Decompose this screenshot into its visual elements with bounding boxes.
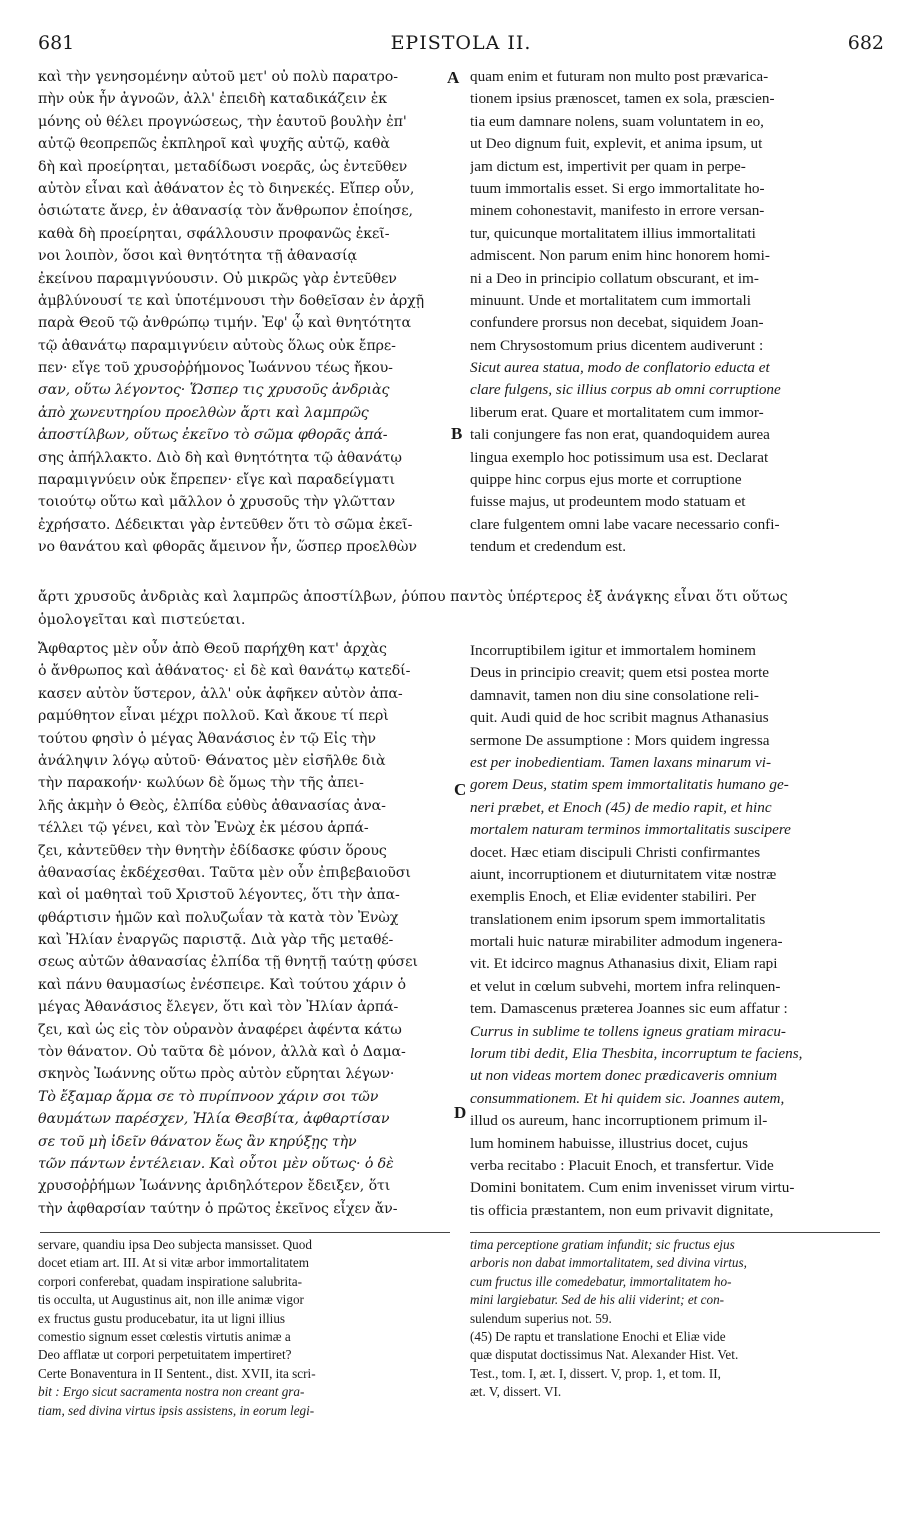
text-line: παρὰ Θεοῦ τῷ ἀνθρώπῳ τιμήν. Ἐφ' ᾧ καὶ θνητότητα xyxy=(38,315,411,332)
text-line: φθάρτισιν ἡμῶν καὶ πολυζωΐαν τὰ κατὰ τὸν Ἐνὼχ xyxy=(38,909,399,926)
text-line: σκηνὸς Ἰωάννης οὕτω πρὸς αὐτὸν εὔρηται λέγων· xyxy=(38,1066,395,1083)
text-line: Currus in sublime te tollens igneus gratiam miracu- xyxy=(470,1022,786,1040)
text-line: exemplis Enoch, et Eliæ evidenter stabiliri. Per xyxy=(470,888,756,906)
text-line: τὸν θάνατον. Οὐ ταῦτα δὲ μόνον, ἀλλὰ καὶ ὁ Δαμα- xyxy=(38,1044,406,1061)
text-line: μόνης οὐ θέλει προγνώσεως, τὴν ἑαυτοῦ βουλὴν ἐπ' xyxy=(38,113,407,130)
text-line: ἀποστίλβων, οὕτως ἐκεῖνο τὸ σῶμα φθορᾶς ἀπά- xyxy=(38,427,388,444)
text-line: lorum tibi dedit, Elia Thesbita, incorruptum te faciens, xyxy=(470,1045,803,1063)
text-line: Incorruptibilem igitur et immortalem hominem xyxy=(470,642,756,659)
text-line: αὐτὸν εἶναι καὶ ἀθάνατον ἐς τὸ διηνεκές. Εἴπερ οὖν, xyxy=(38,180,415,197)
text-line: ἐκείνου παραμιγνύουσιν. Οὐ μικρῶς γὰρ ἐντεῦθεν xyxy=(38,270,397,287)
text-line: τὴν ἀφθαρσίαν ταύτην ὁ πρῶτος ἐκεῖνος εἶχεν ἄν- xyxy=(38,1200,398,1217)
footnotes-right xyxy=(470,1236,882,1402)
text-line: cum fructus ille comedebatur, immortalitatem ho- xyxy=(470,1273,732,1289)
text-line: Certe Bonaventura in II Sentent., dist. XVII, ita scri- xyxy=(38,1365,316,1381)
text-line: arboris non dabat immortalitatem, sed divina virtus, xyxy=(470,1255,747,1271)
text-line: damnavit, tamen non diu sine consolatione reli- xyxy=(470,686,759,704)
text-line: νοι λοιπὸν, ὅσοι καὶ θνητότητα τῇ ἀθανασίᾳ xyxy=(38,248,357,265)
text-line: vit. Et idcirco magnus Athanasius dixit, Eliam rapi xyxy=(470,955,778,973)
text-line: corpori conferebat, quadam inspiratione salubrita- xyxy=(38,1273,303,1289)
text-line: clare fulgentem omni labe vacare necessario confi- xyxy=(470,515,780,533)
text-line: ἀνάληψιν λόγῳ αὐτοῦ· Θάνατος μὲν εἰσῆλθε διὰ xyxy=(38,752,386,769)
text-line: aiunt, incorruptionem et diuturnitatem vitæ nostræ xyxy=(470,865,777,883)
text-line: ὁσιώτατε ἄνερ, ἐν ἀθανασίᾳ τὸν ἄνθρωπον ἐποίησε, xyxy=(38,203,413,220)
text-line: ut Deo dignum fuit, explevit, et anima ipsum, ut xyxy=(470,135,763,153)
text-line: æt. V, dissert. VI. xyxy=(470,1384,562,1400)
text-line: τούτου φησὶν ὁ μέγας Ἀθανάσιος ἐν τῷ Εἰς τὴν xyxy=(38,730,376,747)
text-line: ἐχρήσατο. Δέδεικται γὰρ ἐντεῦθεν ὅτι τὸ σῶμα ἐκεῖ- xyxy=(38,516,413,533)
notes-divider-left xyxy=(40,1232,450,1233)
greek-full-width-line: ἄρτι χρυσοῦς ἀνδριὰς καὶ λαμπρῶς ἀποστίλβων, ῥύπου παντὸς ὑπέρτερος ἐξ ἀνάγκης εἶναι ὅτι οὕτως xyxy=(38,589,788,605)
text-line: tali conjungere fas non erat, quandoquidem aurea xyxy=(470,426,770,444)
text-line: ni a Deo in principio collatum obscurant, et im- xyxy=(470,269,759,287)
text-line: σης ἀπήλλακτο. Διὸ δὴ καὶ θνητότητα τῷ ἀθανάτῳ xyxy=(38,449,402,466)
text-line: τέλλει τῷ γένει, καὶ τὸν Ἐνὼχ ἐκ μέσου ἁρπά- xyxy=(38,820,369,837)
text-line: ἀθανασίας ἐκδέχεσθαι. Ταῦτα μὲν οὖν ἐπιβεβαιοῦσι xyxy=(38,864,411,881)
text-line: jam dictum est, impertivit per quam in perpe- xyxy=(470,157,746,175)
text-line: minuunt. Unde et mortalitatem cum immortali xyxy=(470,291,751,309)
text-line: et velut in cœlum subvehi, mortem infra relinquen- xyxy=(470,977,781,995)
text-line: ραμύθητον εἶναι μέχρι πολλοῦ. Καὶ ἄκουε τί περὶ xyxy=(38,708,389,725)
greek-column-bottom xyxy=(38,638,448,1220)
text-line: tendum et credendum est. xyxy=(470,538,627,556)
text-line: tur, quicunque mortalitatem illius immortalitati xyxy=(470,224,756,242)
text-line: nem Chrysostomum prius dicentem audiverunt : xyxy=(470,336,764,354)
text-line: fuisse majus, ut prodeuntem modo statuam et xyxy=(470,493,746,511)
text-line: ζει, κἀντεῦθεν τὴν θνητὴν ἐδίδασκε φύσιν ὅρους xyxy=(38,842,387,859)
margin-marker-b: B xyxy=(451,424,463,443)
margin-marker-d: D xyxy=(454,1103,467,1122)
text-line: tima perceptione gratiam infundit; sic fructus ejus xyxy=(470,1237,735,1252)
text-line: πὴν οὐκ ἦν ἀγνοῶν, ἀλλ' ἐπειδὴ καταδικάζειν ἐκ xyxy=(38,91,388,108)
text-line: tionem ipsius prænoscet, tamen ex sola, præscien- xyxy=(470,90,775,108)
text-line: est per inobedientiam. Tamen laxans minarum vi- xyxy=(470,753,772,771)
text-line: καθὰ δὴ προείρηται, σφάλλουσιν προφανῶς ἐκεῖ- xyxy=(38,225,390,242)
text-line: quippe hinc corpus ejus morte et corruptione xyxy=(470,471,742,489)
text-line: λῆς ἀκμὴν ὁ Θεὸς, ἐλπίδα εὐθὺς ἀθανασίας ἀνα- xyxy=(38,797,386,814)
page-header xyxy=(38,32,884,58)
text-line: σαν, οὕτω λέγοντος· Ὥσπερ τις χρυσοῦς ἀνδριὰς xyxy=(38,382,390,399)
text-line: τῷ ἀθανάτῳ παραμιγνύειν αὐτοὺς ὅλως οὐκ ἔπρε- xyxy=(38,337,396,354)
text-line: Ἄφθαρτος μὲν οὖν ἀπὸ Θεοῦ παρήχθη κατ' ἀρχὰς xyxy=(38,641,387,657)
text-line: tia eum damnare nolens, suam voluntatem in eo, xyxy=(470,112,764,130)
text-line: Domini bonitatem. Cum enim invenisset virum virtu- xyxy=(470,1179,795,1197)
text-line: τοιούτῳ οὕτω καὶ μᾶλλον ὁ χρυσοῦς τὴν γλῶτταν xyxy=(38,494,395,511)
text-line: consummationem. Et hi quidem sic. Joannes autem, xyxy=(470,1089,785,1107)
text-line: quit. Audi quid de hoc scribit magnus Athanasius xyxy=(470,709,769,727)
text-line: quæ disputat doctissimus Nat. Alexander Hist. Vet. xyxy=(470,1347,739,1363)
text-line: ἀπὸ χωνευτηρίου προελθὼν ἄρτι καὶ λαμπρῶς xyxy=(38,404,369,421)
text-line: verba recitabo : Placuit Enoch, et transfertur. Vide xyxy=(470,1156,774,1174)
text-line: χρυσοῤῥήμων Ἰωάννης ἀριδηλότερον ἔδειξεν, ὅτι xyxy=(38,1178,391,1195)
text-line: tis officia præstantem, non eum privavit dignitate, xyxy=(470,1201,774,1219)
text-line: illud os aureum, hanc incorruptionem primum il- xyxy=(470,1112,768,1130)
greek-column-top xyxy=(38,66,448,559)
text-line: bit : Ergo sicut sacramenta nostra non creant gra- xyxy=(38,1384,305,1400)
text-line: καὶ πάνυ θαυμασίως ἐνέσπειρε. Καὶ τούτου χάριν ὁ xyxy=(38,976,406,993)
page-number-right: 682 xyxy=(847,32,884,54)
text-line: tuum immortalis esset. Si ergo immortalitate ho- xyxy=(470,179,765,197)
text-line: tiam, sed divina virtus ipsis assistens, in eorum legi- xyxy=(38,1402,315,1418)
text-line: σε τοῦ μὴ ἰδεῖν θάνατον ἕως ἂν κηρύξῃς τὴν xyxy=(38,1133,357,1150)
text-line: Sicut aurea statua, modo de conflatorio educta et xyxy=(470,359,770,377)
text-line: τὴν παρακοήν· κωλύων δὲ ὅμως τὴν τῆς ἀπει- xyxy=(38,775,364,792)
text-line: ζει, καὶ ὡς εἰς τὸν οὐρανὸν ἀναφέρει ἀφέντα κάτω xyxy=(38,1021,402,1038)
text-line: (45) De raptu et translatione Enochi et Eliæ vide xyxy=(470,1328,726,1344)
text-line: confundere prorsus non decebat, siquidem Joan- xyxy=(470,314,764,332)
footnotes-left xyxy=(38,1236,450,1420)
text-line: mortali huic naturæ mirabiliter admodum ingenera- xyxy=(470,933,783,951)
text-line: gorem Deus, statim spem immortalitatis humano ge- xyxy=(470,776,789,794)
text-line: καὶ Ἠλίαν ἐναργῶς παριστᾷ. Διὰ γὰρ τῆς μεταθέ- xyxy=(38,932,394,949)
text-line: μέγας Ἀθανάσιος ἔλεγεν, ὅτι καὶ τὸν Ἠλίαν ἁρπά- xyxy=(38,999,399,1016)
text-line: liberum erat. Quare et mortalitatem cum immor- xyxy=(470,403,764,421)
text-line: comestio signum esset cœlestis virtutis animæ a xyxy=(38,1328,291,1344)
text-line: tis occulta, ut Augustinus ait, non ille animæ vigor xyxy=(38,1292,304,1308)
text-line: mortalem naturam terminos immortalitatis suscipere xyxy=(470,821,791,839)
text-line: καὶ τὴν γενησομένην αὐτοῦ μετ' οὐ πολὺ παρατρο- xyxy=(38,69,398,85)
text-line: tem. Damascenus præterea Joannes sic eum affatur : xyxy=(470,1000,788,1018)
text-line: mini largiebatur. Sed de his alii viderint; et con- xyxy=(470,1292,725,1308)
text-line: sulendum superius not. 59. xyxy=(470,1310,612,1326)
text-line: Deo afflatæ ut corpori perpetuitatem impertiret? xyxy=(38,1347,292,1363)
text-line: Test., tom. I, æt. I, dissert. V, prop. 1, et tom. II, xyxy=(470,1365,721,1381)
text-line: πεν· εἴγε τοῦ χρυσοῤῥήμονος Ἰωάννου τέως ἤκου- xyxy=(38,360,393,377)
text-line: Τὸ ἔξαμαρ ἅρμα σε τὸ πυρίπνοον χάριν σοι τῶν xyxy=(38,1088,379,1105)
text-line: admiscent. Non parum enim hinc honorem homi- xyxy=(470,247,770,265)
text-line: clare fulgens, sic illius corpus ab omni corruptione xyxy=(470,381,781,399)
text-line: lingua exemplo hoc potissimum usa est. Declarat xyxy=(470,448,769,466)
text-line: docet. Hæc etiam discipuli Christi confirmantes xyxy=(470,843,761,861)
text-line: Deus in principio creavit; quem etsi postea morte xyxy=(470,664,770,682)
text-line: ἀμβλύνουσί τε καὶ ὑποτέμνουσι τὴν δοθεῖσαν ἐν ἀρχῇ xyxy=(38,292,425,309)
text-line: docet etiam art. III. At si vitæ arbor immortalitatem xyxy=(38,1255,309,1271)
margin-marker-a: A xyxy=(447,68,460,87)
text-line: καὶ οἱ μαθηταὶ τοῦ Χριστοῦ λέγοντες, ὅτι τὴν ἀπα- xyxy=(38,887,400,904)
text-line: δὴ καὶ προείρηται, μεταδίδωσι νοερᾶς, ὡς ἐντεῦθεν xyxy=(38,158,408,175)
running-title: EPISTOLA II. xyxy=(390,32,532,54)
latin-column-top xyxy=(470,66,880,559)
text-line: παραμιγνύειν οὐκ ἔπρεπεν· εἴγε καὶ παραδείγματι xyxy=(38,472,395,489)
text-line: κασεν αὐτὸν ὕστερον, ἀλλ' οὐκ ἀφῆκεν αὐτὸν ἀπα- xyxy=(38,685,403,702)
latin-column-bottom xyxy=(470,640,880,1222)
text-line: ex fructus gustu producebatur, ita ut ligni illius xyxy=(38,1310,286,1326)
notes-divider-right xyxy=(470,1232,880,1233)
text-line: quam enim et futuram non multo post prævarica- xyxy=(470,68,769,85)
text-line: ὁ ἄνθρωπος καὶ ἀθάνατος· εἰ δὲ καὶ θανάτῳ κατεδί- xyxy=(38,663,411,680)
text-line: neri præbet, et Enoch (45) de medio rapit, et hinc xyxy=(470,798,772,816)
margin-marker-c: C xyxy=(454,780,467,799)
text-line: ut non videas mortem donec prædicaveris omnium xyxy=(470,1067,778,1085)
page-number-left: 681 xyxy=(38,32,75,54)
text-line: τῶν πάντων ἐντέλειαν. Καὶ οὗτοι μὲν οὕτως· ὁ δὲ xyxy=(38,1155,394,1172)
text-line: θαυμάτων παρέσχεν, Ἠλία Θεσβίτα, ἀφθαρτίσαν xyxy=(38,1111,390,1128)
text-line: νο θανάτου καὶ φθορᾶς ἄμεινον ἦν, ὥσπερ προελθὼν xyxy=(38,539,417,556)
text-line: lum hominem habuisse, illustrius docet, cujus xyxy=(470,1134,748,1152)
text-line: σεως αὐτῶν ἀθανασίας ἐλπίδα τῇ θνητῇ ταύτῃ φύσει xyxy=(38,954,418,971)
text-line: servare, quandiu ipsa Deo subjecta mansisset. Quod xyxy=(38,1237,312,1252)
text-line: sermone De assumptione : Mors quidem ingressa xyxy=(470,731,770,749)
text-line: minem cohonestavit, manifesto in errore versan- xyxy=(470,202,765,220)
text-line: translationem enim ipsorum spem immortalitatis xyxy=(470,910,766,928)
greek-line-after-full: ὁμολογεῖται καὶ πιστεύεται. xyxy=(38,612,246,628)
text-line: αὐτῷ θεοπρεπῶς ἐκπληροῖ καὶ ψυχῆς αὐτῷ, καθὰ xyxy=(38,136,390,153)
